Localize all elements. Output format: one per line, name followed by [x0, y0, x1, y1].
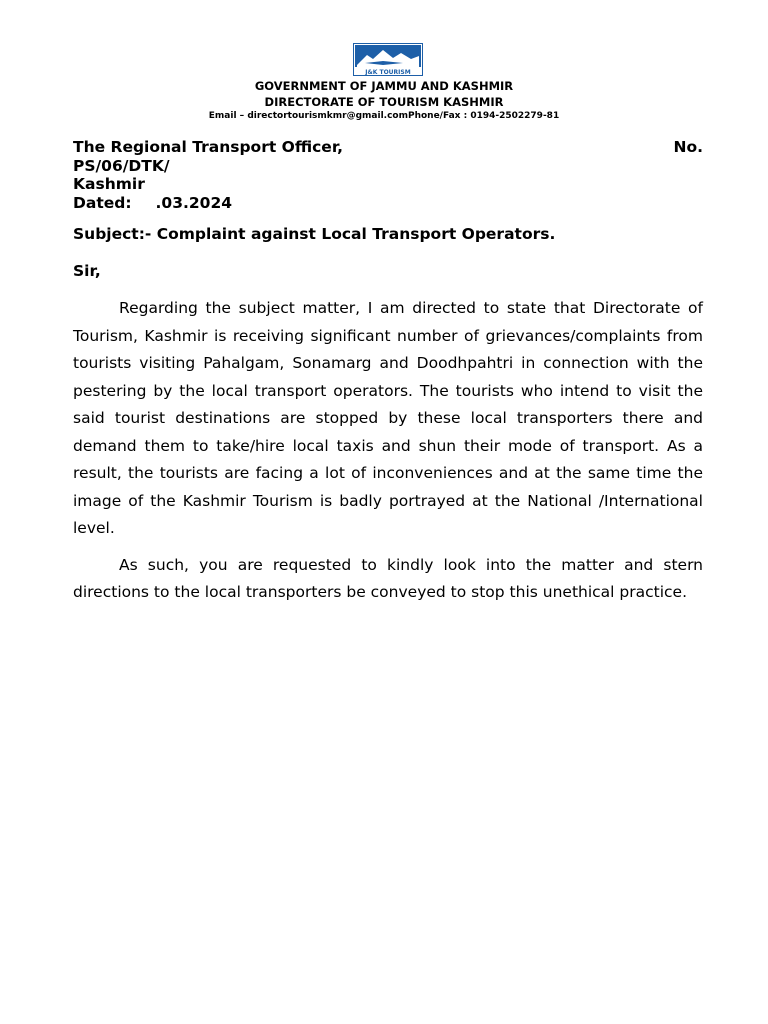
addressee: The Regional Transport Officer,: [73, 138, 344, 156]
letter-body: [73, 138, 703, 607]
paragraph-2: As such, you are requested to kindly look into the matter and stern directions to the local transporters be conveyed to stop this unethical practice.: [73, 555, 703, 601]
government-heading: GOVERNMENT OF JAMMU AND KASHMIR: [254, 79, 514, 93]
paragraph-1: Regarding the subject matter, I am directed to state that Directorate of Tourism, Kashmir is receiving significant number of grievances/complaints from tourists visiting Pahalgam, Sonamarg and Doodhpahtri in connection with the pestering by the local transport operators. The tourists who intend to visit the said tourist destinations are stopped by these local transporters there and demand them to take/hire local taxis and shun their mode of transport. As a result, the tourists are facing a lot of inconveniences and at the same time the image of the Kashmir Tourism is badly portrayed at the National /International level.: [73, 299, 703, 537]
logo-text: J&K TOURISM: [365, 69, 411, 76]
number-label: No.: [673, 138, 703, 156]
dated-line: [73, 194, 703, 213]
salutation: Sir,: [73, 261, 101, 280]
jk-tourism-logo: [353, 43, 423, 76]
directorate-heading: DIRECTORATE OF TOURISM KASHMIR: [264, 95, 504, 109]
contact-line: Email – directortourismkmr@gmail.comPhone/Fax : 0194-2502279-81: [208, 111, 560, 121]
addressee-place: Kashmir: [73, 175, 145, 193]
reference-number: PS/06/DTK/: [73, 156, 170, 175]
dated-value: .03.2024: [155, 193, 233, 212]
addressee-row: [73, 138, 703, 157]
subject-line: Subject:- Complaint against Local Transport Operators.: [73, 225, 556, 243]
dated-label: Dated:: [73, 193, 132, 212]
